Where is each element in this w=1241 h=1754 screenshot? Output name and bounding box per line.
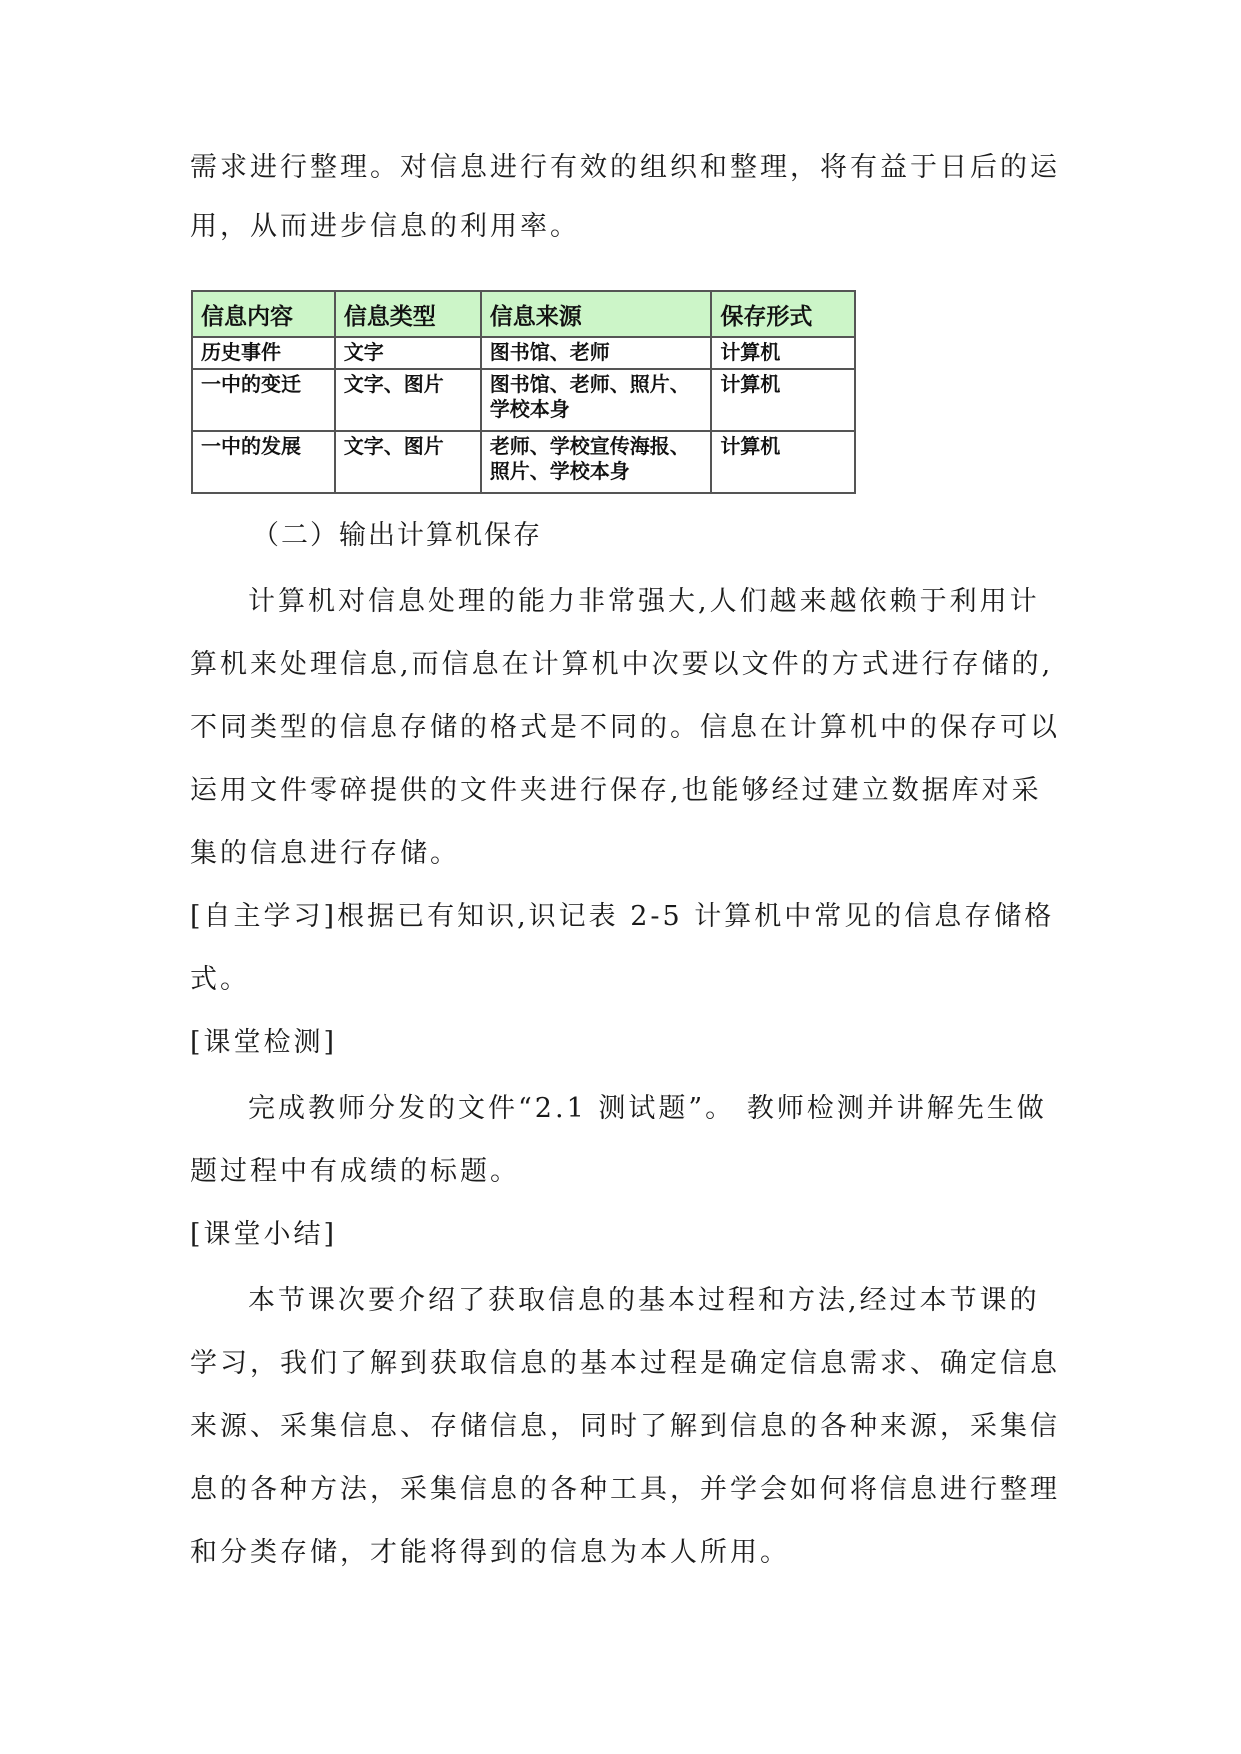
table-row bbox=[192, 431, 855, 493]
table-header-cell: 保存形式 bbox=[711, 291, 855, 337]
table-cell: 文字、图片 bbox=[335, 431, 481, 493]
table-header-cell: 信息来源 bbox=[481, 291, 712, 337]
paragraph-line: 式。 bbox=[190, 964, 250, 995]
paragraph-line: 运用文件零碎提供的文件夹进行保存,也能够经过建立数据库对采 bbox=[190, 775, 1042, 806]
table-header-row bbox=[192, 291, 855, 337]
paragraph-line: 需求进行整理。对信息进行有效的组织和整理，将有益于日后的运 bbox=[190, 152, 1060, 183]
paragraph-line: 完成教师分发的文件“2.1 测试题”。 教师检测并讲解先生做 bbox=[248, 1093, 1047, 1124]
table-cell: 文字、图片 bbox=[335, 369, 481, 431]
paragraph-line: 本节课次要介绍了获取信息的基本过程和方法,经过本节课的 bbox=[248, 1285, 1040, 1316]
table-cell: 老师、学校宣传海报、照片、学校本身 bbox=[481, 431, 712, 493]
table-cell: 计算机 bbox=[711, 369, 855, 431]
table-cell: 计算机 bbox=[711, 431, 855, 493]
table-cell: 历史事件 bbox=[192, 337, 335, 369]
section-label-check: [课堂检测] bbox=[190, 1027, 338, 1058]
paragraph-line: 来源、采集信息、存储信息，同时了解到信息的各种来源，采集信 bbox=[190, 1411, 1060, 1442]
paragraph-line: [自主学习]根据已有知识,识记表 2-5 计算机中常见的信息存储格 bbox=[190, 901, 1055, 932]
paragraph-line: 算机来处理信息,而信息在计算机中次要以文件的方式进行存储的, bbox=[190, 649, 1054, 680]
paragraph-line: 不同类型的信息存储的格式是不同的。信息在计算机中的保存可以 bbox=[190, 712, 1060, 743]
table-row bbox=[192, 369, 855, 431]
paragraph-line: 学习，我们了解到获取信息的基本过程是确定信息需求、确定信息 bbox=[190, 1348, 1060, 1379]
table-cell: 图书馆、老师 bbox=[481, 337, 712, 369]
paragraph-line: 息的各种方法，采集信息的各种工具，并学会如何将信息进行整理 bbox=[190, 1474, 1060, 1505]
paragraph-line: 题过程中有成绩的标题。 bbox=[190, 1156, 520, 1187]
table-cell: 一中的变迁 bbox=[192, 369, 335, 431]
paragraph-line: 用，从而进步信息的利用率。 bbox=[190, 211, 580, 242]
info-table bbox=[191, 290, 856, 494]
paragraph-line: 集的信息进行存储。 bbox=[190, 838, 460, 869]
table-header-cell: 信息类型 bbox=[335, 291, 481, 337]
section-label-summary: [课堂小结] bbox=[190, 1219, 338, 1250]
table-cell: 图书馆、老师、照片、学校本身 bbox=[481, 369, 712, 431]
paragraph-line: 和分类存储，才能将得到的信息为本人所用。 bbox=[190, 1537, 790, 1568]
paragraph-line: 计算机对信息处理的能力非常强大,人们越来越依赖于利用计 bbox=[248, 586, 1040, 617]
table-cell: 一中的发展 bbox=[192, 431, 335, 493]
section-heading: （二）输出计算机保存 bbox=[252, 520, 542, 551]
table-row bbox=[192, 337, 855, 369]
table-cell: 文字 bbox=[335, 337, 481, 369]
table-header-cell: 信息内容 bbox=[192, 291, 335, 337]
table-cell: 计算机 bbox=[711, 337, 855, 369]
